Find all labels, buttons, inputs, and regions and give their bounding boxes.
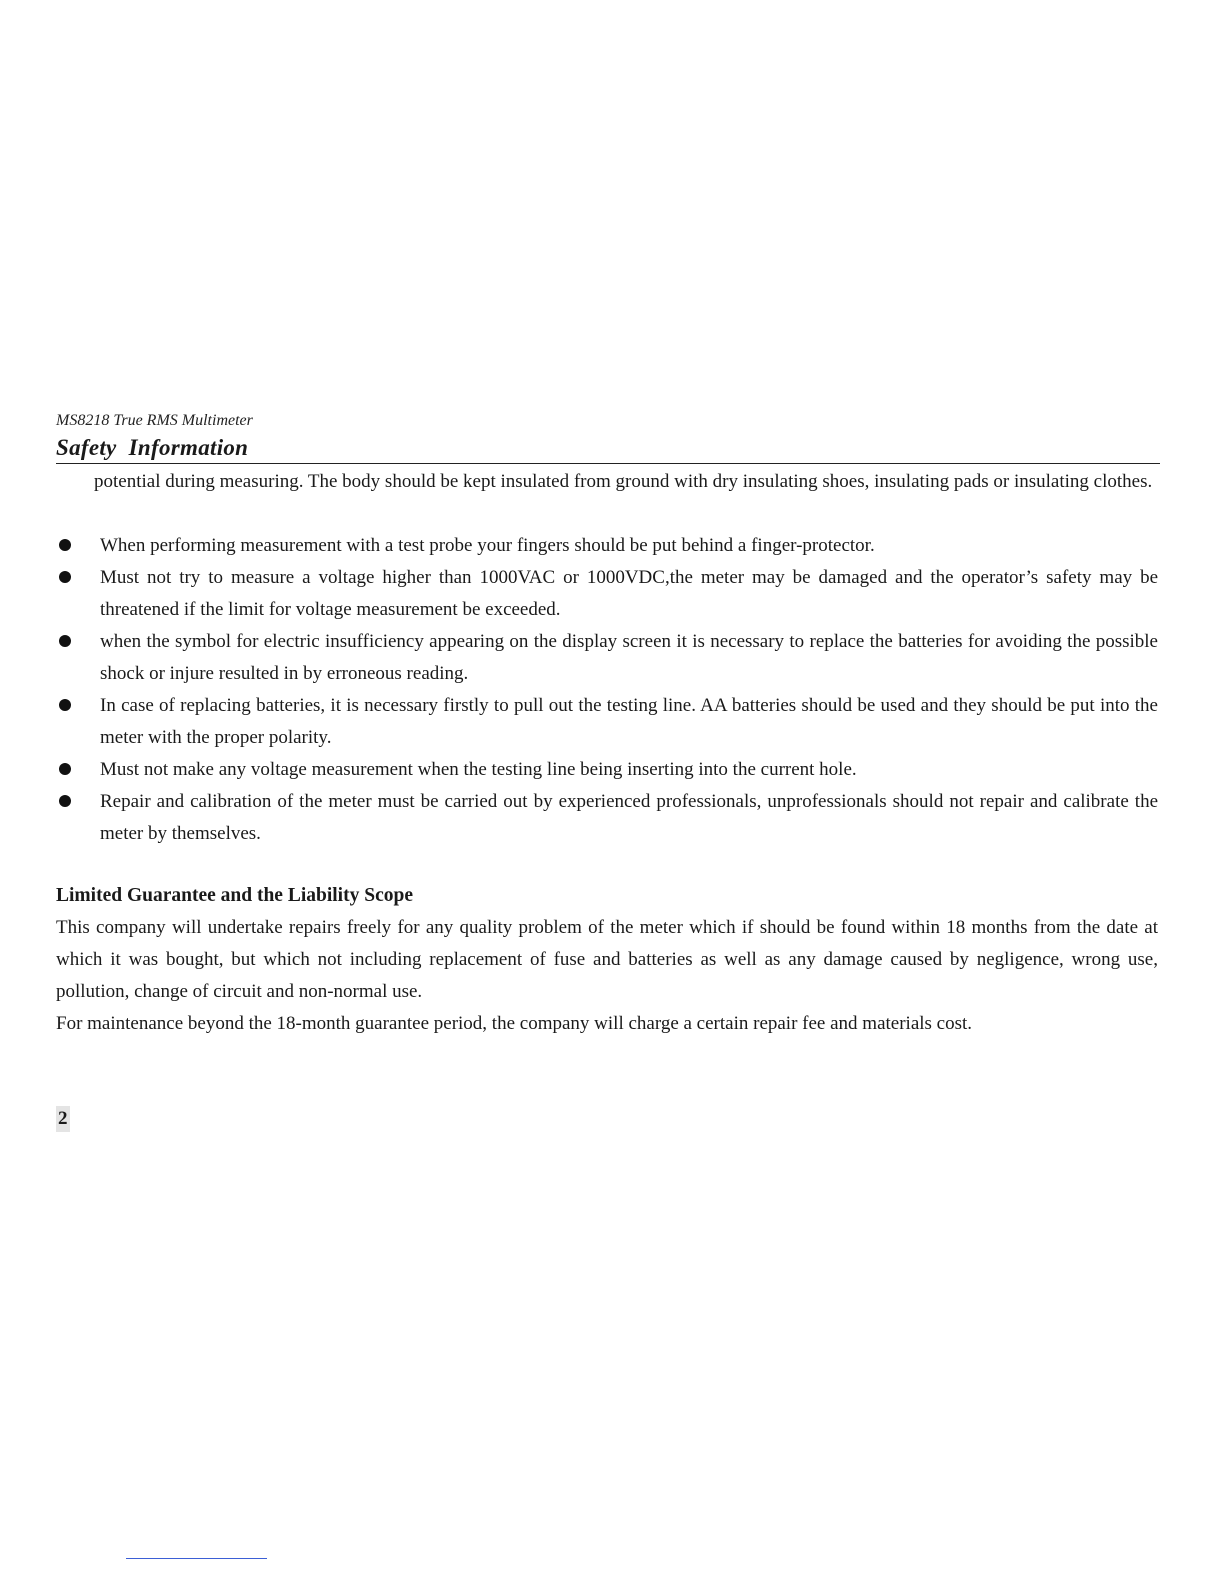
safety-bullet-list [56,530,1158,850]
bullet-text: In case of replacing batteries, it is necessary firstly to pull out the testing line. AA batteries should be used and they should be put into the meter with the proper polarity. [100,695,1158,748]
bullet-icon [59,571,71,583]
continuation-paragraph: potential during measuring. The body should be kept insulated from ground with dry insulating shoes, insulating pads or insulating clothes. [94,471,1153,492]
bullet-text: Must not try to measure a voltage higher than 1000VAC or 1000VDC,the meter may be damaged and the operator’s safety may be threatened if the limit for voltage measurement be exceeded. [100,567,1158,620]
bullet-item [56,786,1158,850]
bullet-text: When performing measurement with a test probe your fingers should be put behind a finger-protector. [100,535,875,556]
page-number: 2 [56,1106,70,1132]
bullet-icon [59,635,71,647]
bullet-text: Must not make any voltage measurement when the testing line being inserting into the current hole. [100,759,857,780]
document-title: MS8218 True RMS Multimeter [56,412,253,429]
bullet-text: Repair and calibration of the meter must be carried out by experienced professionals, unprofessionals should not repair and calibrate the meter by themselves. [100,791,1158,844]
guarantee-heading: Limited Guarantee and the Liability Scope [56,885,413,906]
section-title: Safety Information [56,434,1160,464]
maintenance-paragraph: For maintenance beyond the 18-month guarantee period, the company will charge a certain repair fee and materials cost. [56,1013,973,1034]
bullet-item [56,530,1158,562]
bullet-text: when the symbol for electric insufficiency appearing on the display screen it is necessary to replace the batteries for avoiding the possible shock or injure resulted in by erroneous reading. [100,631,1158,684]
bullet-item [56,626,1158,690]
footer-divider [126,1558,267,1559]
bullet-icon [59,795,71,807]
bullet-icon [59,699,71,711]
bullet-icon [59,539,71,551]
guarantee-paragraph: This company will undertake repairs freely for any quality problem of the meter which if should be found within 18 months from the date at which it was bought, but which not including replacement of fuse and batteries as well as any damage caused by negligence, wrong use, pollution, change of circuit and non-normal use. [56,917,1158,1002]
bullet-item [56,754,1158,786]
bullet-icon [59,763,71,775]
bullet-item [56,690,1158,754]
bullet-item [56,562,1158,626]
